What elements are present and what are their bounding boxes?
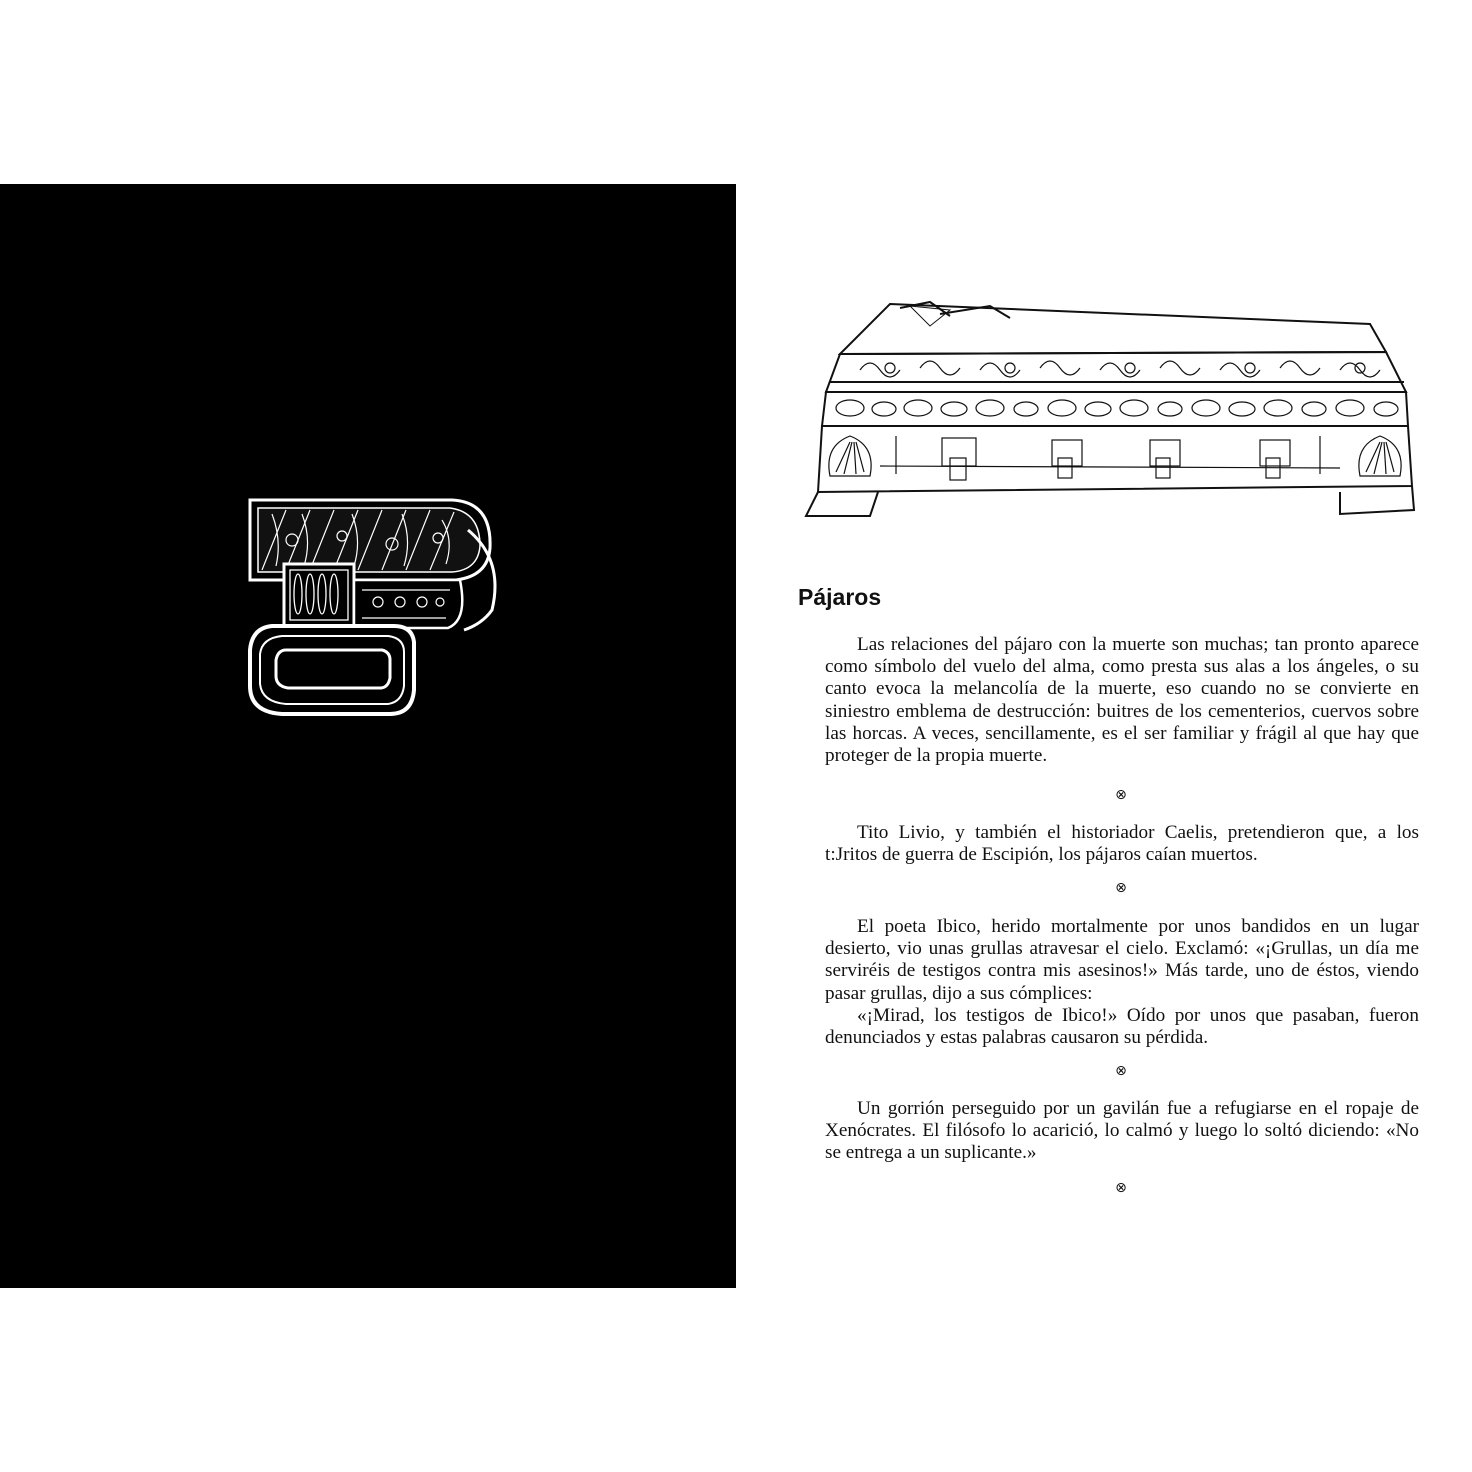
- separator-ornament: ⊗: [1115, 1180, 1127, 1196]
- coffin-illustration: [800, 296, 1420, 528]
- section-title: Pájaros: [798, 584, 882, 610]
- paragraph-2: Tito Livio, y también el historiador Caelis, pretendieron que, a los t:Jritos de guerra de Escipión, los pájaros caían muertos.: [825, 822, 1419, 866]
- paragraph-5: Un gorrión perseguido por un gavilán fue a refugiarse en el ropaje de Xenócrates. El filósofo lo acarició, lo calmó y luego lo soltó diciendo: «No se entrega a un suplicante.»: [825, 1098, 1419, 1164]
- left-page: [0, 184, 736, 1288]
- separator-ornament: ⊗: [1115, 880, 1127, 896]
- separator-ornament: ⊗: [1115, 787, 1127, 803]
- paragraph-1: Las relaciones del pájaro con la muerte son muchas; tan pronto aparece como símbolo del vuelo del alma, como presta sus alas a los ángeles, o su canto evoca la melancolía de la muerte, eso cuando no se convierte en siniestro emblema de destrucción: buitres de los cementerios, cuervos sobre las horcas. A veces, sencillamente, es el ser familiar y frágil al que hay que proteger de la propia muerte.: [825, 634, 1419, 767]
- decorative-initial-letter-p: [242, 490, 502, 722]
- separator-ornament: ⊗: [1115, 1063, 1127, 1079]
- paragraph-3: El poeta Ibico, herido mortalmente por unos bandidos en un lugar desierto, vio unas grullas atravesar el cielo. Exclamó: «¡Grullas, un día me serviréis de testigos contra mis asesinos!» Más tarde, uno de éstos, viendo pasar grullas, dijo a sus cómplices:: [825, 916, 1419, 1004]
- paragraph-4: «¡Mirad, los testigos de Ibico!» Oído por unos que pasaban, fueron denunciados y estas palabras causaron su pérdida.: [825, 1005, 1419, 1049]
